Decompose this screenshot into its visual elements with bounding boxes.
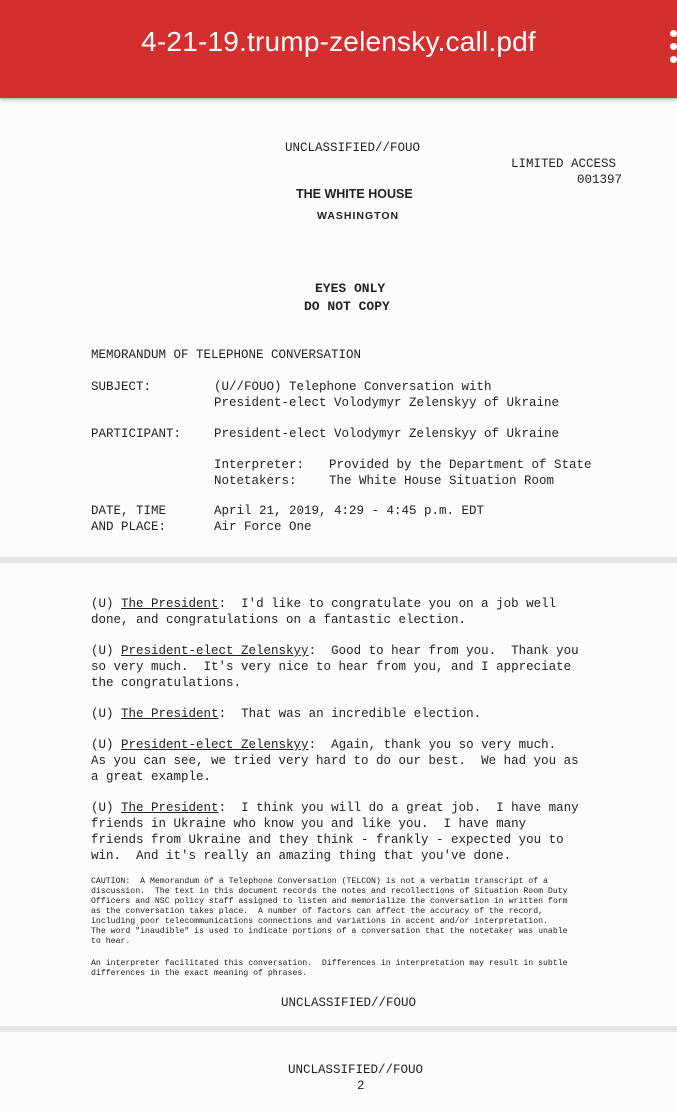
notetakers-label: Notetakers: [214, 474, 297, 488]
transcript-line [91, 801, 579, 817]
eyes-only-marking: EYES ONLY [315, 281, 386, 296]
transcript-line: win. And it's really an amazing thing that you've done. [91, 849, 512, 863]
memo-title: MEMORANDUM OF TELEPHONE CONVERSATION [91, 348, 362, 362]
subject-label: SUBJECT: [91, 380, 152, 394]
transcript-line [91, 644, 579, 660]
pdf-page-1[interactable] [0, 99, 677, 557]
caution-line: including poor telecommunications connections and variations in accent and/or interpretation. [91, 917, 548, 926]
notetakers-value: The White House Situation Room [329, 474, 555, 488]
participant-value: President-elect Volodymyr Zelenskyy of Ukraine [214, 427, 560, 441]
transcript-line: so very much. It's very nice to hear from you, and I appreciate [91, 660, 572, 674]
transcript-line [91, 738, 556, 754]
do-not-copy-marking: DO NOT COPY [304, 299, 390, 314]
speaker-name: President-elect Zelenskyy [121, 738, 309, 752]
transcript-text: : I think you will do a great job. I have many [218, 801, 579, 815]
pdf-page-3[interactable] [0, 1032, 677, 1111]
caution-line: CAUTION: A Memorandum of a Telephone Conversation (TELCON) is not a verbatim transcript of a [91, 877, 548, 886]
classification-mark: (U) [91, 597, 114, 611]
speaker-name: The President [121, 597, 219, 611]
date-value: April 21, 2019, 4:29 - 4:45 p.m. EDT [214, 504, 485, 518]
washington-heading: WASHINGTON [317, 210, 400, 222]
more-vert-icon[interactable] [670, 30, 677, 64]
white-house-heading: THE WHITE HOUSE [296, 187, 413, 201]
caution-line: Officers and NSC policy staff assigned to listen and memorialize the conversation in written form [91, 897, 568, 906]
date-label-line-1: DATE, TIME [91, 504, 167, 518]
caution-line: as the conversation takes place. A number of factors can affect the accuracy of the record, [91, 907, 544, 916]
classification-mark: (U) [91, 738, 114, 752]
transcript-line [91, 597, 556, 613]
caution-line: The word "inaudible" is used to indicate portions of a conversation that the notetaker was unable [91, 927, 568, 936]
transcript-line: friends from Ukraine and they think - frankly - expected you to [91, 833, 564, 847]
speaker-name: The President [121, 801, 219, 815]
app-bar [0, 0, 677, 98]
speaker-name: The President [121, 707, 219, 721]
transcript-text: : Again, thank you so very much. [308, 738, 557, 752]
speaker-name: President-elect Zelenskyy [121, 644, 309, 658]
classification-marking: UNCLASSIFIED//FOUO [285, 141, 421, 155]
transcript-text: : That was an incredible election. [218, 707, 482, 721]
page-number: 2 [357, 1079, 365, 1093]
participant-label: PARTICIPANT: [91, 427, 182, 441]
caution-line: discussion. The text in this document records the notes and recollections of Situation Room Duty [91, 887, 568, 896]
transcript-line: a great example. [91, 770, 212, 784]
classification-mark: (U) [91, 801, 114, 815]
date-label-line-2: AND PLACE: [91, 520, 167, 534]
classification-mark: (U) [91, 644, 114, 658]
place-value: Air Force One [214, 520, 312, 534]
subject-line-2: President-elect Volodymyr Zelenskyy of Ukraine [214, 396, 560, 410]
transcript-line: the congratulations. [91, 676, 242, 690]
caution-line: to hear. [91, 937, 131, 946]
transcript-text: : I'd like to congratulate you on a job well [218, 597, 557, 611]
transcript-line: As you can see, we tried very hard to do our best. We had you as [91, 754, 579, 768]
transcript-line [91, 707, 481, 723]
limited-access-label: LIMITED ACCESS [511, 157, 617, 171]
interpreter-label: Interpreter: [214, 458, 305, 472]
transcript-line: friends in Ukraine who know you and like you. I have many [91, 817, 527, 831]
document-title: 4-21-19.trump-zelensky.call.pdf [141, 26, 536, 57]
interpreter-note-line: differences in the exact meaning of phrases. [91, 969, 308, 978]
transcript-text: : Good to hear from you. Thank you [308, 644, 579, 658]
pdf-page-2[interactable] [0, 563, 677, 1026]
interpreter-note-line: An interpreter facilitated this conversation. Differences in interpretation may result in subtle [91, 959, 568, 968]
classification-marking: UNCLASSIFIED//FOUO [288, 1063, 424, 1077]
transcript-line: done, and congratulations on a fantastic election. [91, 613, 467, 627]
document-number: 001397 [577, 173, 623, 187]
classification-marking: UNCLASSIFIED//FOUO [281, 996, 417, 1010]
interpreter-value: Provided by the Department of State [329, 458, 592, 472]
subject-line-1: (U//FOUO) Telephone Conversation with [214, 380, 492, 394]
classification-mark: (U) [91, 707, 114, 721]
